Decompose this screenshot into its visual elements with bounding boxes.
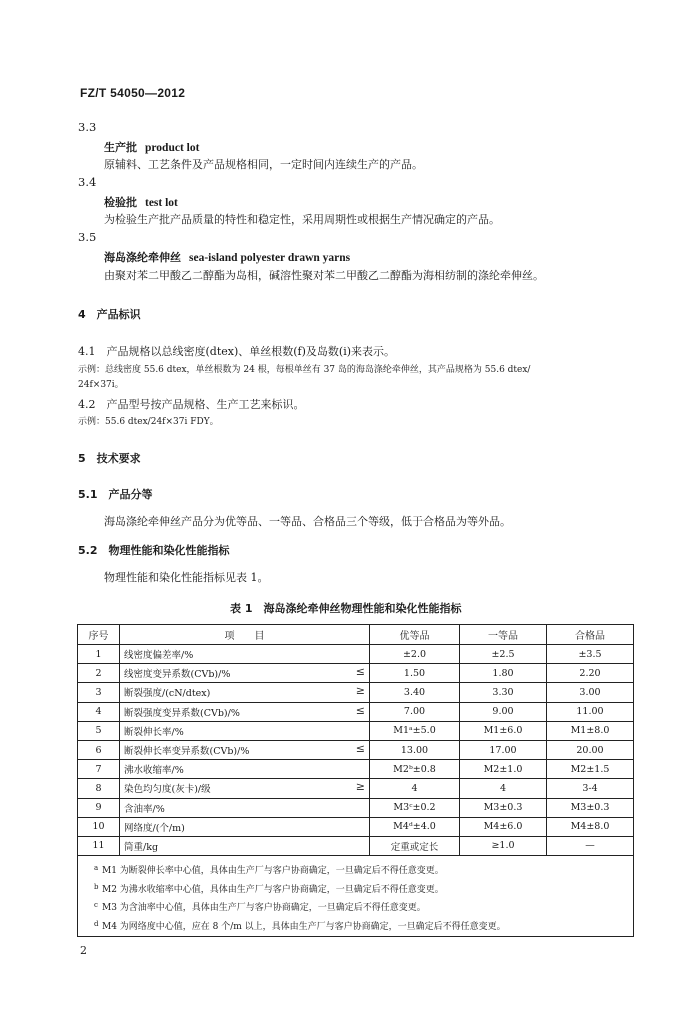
comparison-operator: ≥ [355, 684, 365, 698]
table-row [78, 664, 634, 683]
table-row [78, 702, 634, 721]
page-number: 2 [80, 944, 87, 957]
row-item [120, 702, 370, 721]
footnote-mark: a [94, 864, 99, 873]
comparison-operator: ≥ [355, 780, 365, 794]
row-number: 5 [78, 721, 120, 740]
item-label: 线密度变异系数(CVb)/% [124, 669, 231, 681]
clause-text: 4.2 产品型号按产品规格、生产工艺来标识。 [78, 398, 305, 411]
row-number: 4 [78, 702, 120, 721]
value-premium: M2ᵇ±0.8 [370, 760, 460, 779]
clause-text: 海岛涤纶牵伸丝产品分为优等品、一等品、合格品三个等级，低于合格品为等外品。 [104, 515, 511, 528]
value-first-grade: 17.00 [460, 740, 547, 759]
row-item [120, 779, 370, 798]
row-number: 3 [78, 683, 120, 702]
value-first-grade: 9.00 [460, 702, 547, 721]
row-number: 1 [78, 645, 120, 664]
row-item [120, 740, 370, 759]
header-no: 序号 [78, 625, 120, 645]
row-item [120, 798, 370, 817]
value-first-grade: ±2.5 [460, 645, 547, 664]
standard-code: FZ/T 54050—2012 [80, 86, 186, 100]
row-item [120, 760, 370, 779]
term-heading [104, 249, 350, 265]
table-caption: 表 1 海岛涤纶牵伸丝物理性能和染化性能指标 [230, 602, 462, 615]
term-heading [104, 139, 199, 155]
footnote-text: M2 为沸水收缩率中心值，具体由生产厂与客户协商确定，一旦确定后不得任意变更。 [102, 884, 444, 895]
value-first-grade: M3±0.3 [460, 798, 547, 817]
table-row [78, 740, 634, 759]
item-label: 网络度/(个/m) [124, 822, 185, 834]
table-footnote [82, 918, 629, 937]
value-qualified: M1±8.0 [547, 721, 634, 740]
value-first-grade: M1±6.0 [460, 721, 547, 740]
footnote-mark: d [94, 919, 99, 928]
term-en: test lot [145, 197, 178, 209]
item-label: 沸水收缩率/% [124, 765, 184, 777]
clause-text: 4.1 产品规格以总线密度(dtex)、单丝根数(f)及岛数(i)来表示。 [78, 345, 396, 358]
value-premium: 13.00 [370, 740, 460, 759]
row-number: 6 [78, 740, 120, 759]
value-premium: ±2.0 [370, 645, 460, 664]
clause-number: 3.3 [78, 120, 97, 134]
table-row [78, 836, 634, 855]
row-item [120, 664, 370, 683]
value-first-grade: M4±6.0 [460, 817, 547, 836]
header-premium: 优等品 [370, 625, 460, 645]
properties-table [77, 624, 634, 937]
table-footnote [82, 899, 629, 918]
item-label: 含油率/% [124, 803, 165, 815]
clause-number: 3.5 [78, 230, 97, 244]
table-row [78, 760, 634, 779]
term-cn: 生产批 [104, 141, 137, 154]
item-label: 断裂伸长率变异系数(CVb)/% [124, 746, 250, 758]
comparison-operator: ≤ [355, 742, 365, 756]
table-footnote [82, 881, 629, 900]
comparison-operator: ≤ [355, 665, 365, 679]
value-first-grade: 1.80 [460, 664, 547, 683]
value-premium: M1ᵃ±5.0 [370, 721, 460, 740]
table-row [78, 645, 634, 664]
row-number: 8 [78, 779, 120, 798]
term-cn: 海岛涤纶牵伸丝 [104, 251, 181, 264]
value-first-grade: 3.30 [460, 683, 547, 702]
table-footnote [82, 862, 629, 881]
footnote-text: M1 为断裂伸长率中心值，具体由生产厂与客户协商确定，一旦确定后不得任意变更。 [102, 866, 444, 877]
row-item [120, 645, 370, 664]
header-first-grade: 一等品 [460, 625, 547, 645]
subsection-heading: 5.1 产品分等 [78, 488, 153, 501]
row-item [120, 817, 370, 836]
row-item [120, 836, 370, 855]
footnote-text: M4 为网络度中心值，应在 8 个/m 以上，具体由生产厂与客户协商确定，一旦确定后不得任意变更。 [102, 921, 506, 932]
value-qualified: 2.20 [547, 664, 634, 683]
value-premium: 1.50 [370, 664, 460, 683]
value-premium: M4ᵈ±4.0 [370, 817, 460, 836]
notes-row [78, 856, 634, 937]
header-item: 项 目 [120, 625, 370, 645]
value-premium: M3ᶜ±0.2 [370, 798, 460, 817]
value-qualified: 11.00 [547, 702, 634, 721]
term-definition: 由聚对苯二甲酸乙二醇酯为岛相，碱溶性聚对苯二甲酸乙二醇酯为海相纺制的涤纶牵伸丝。 [104, 269, 544, 282]
table-row [78, 721, 634, 740]
table-header-row [78, 625, 634, 645]
row-number: 9 [78, 798, 120, 817]
item-label: 筒重/kg [124, 841, 159, 853]
value-premium: 7.00 [370, 702, 460, 721]
example-text: 示例：总线密度 55.6 dtex，单丝根数为 24 根，每根单丝有 37 岛的海岛涤纶牵伸丝，其产品规格为 55.6 dtex/ [78, 365, 531, 375]
row-number: 10 [78, 817, 120, 836]
item-label: 断裂强度变异系数(CVb)/% [124, 707, 240, 719]
table-row [78, 817, 634, 836]
value-first-grade: M2±1.0 [460, 760, 547, 779]
footnote-mark: b [94, 882, 99, 891]
row-item [120, 721, 370, 740]
example-text: 24f×37i。 [78, 380, 124, 390]
term-definition: 为检验生产批产品质量的特性和稳定性，采用周期性或根据生产情况确定的产品。 [104, 213, 500, 226]
footnote-text: M3 为含油率中心值，具体由生产厂与客户协商确定，一旦确定后不得任意变更。 [102, 903, 426, 914]
value-qualified: M2±1.5 [547, 760, 634, 779]
example-text: 示例：55.6 dtex/24f×37i FDY。 [78, 417, 219, 427]
term-en: sea-island polyester drawn yarns [189, 252, 351, 264]
value-qualified: ±3.5 [547, 645, 634, 664]
value-qualified: 3-4 [547, 779, 634, 798]
term-cn: 检验批 [104, 196, 137, 209]
footnote-mark: c [94, 901, 98, 910]
clause-number: 3.4 [78, 175, 97, 189]
row-number: 2 [78, 664, 120, 683]
header-qualified: 合格品 [547, 625, 634, 645]
value-premium: 定重或定长 [370, 836, 460, 855]
clause-text: 物理性能和染化性能指标见表 1。 [104, 571, 269, 584]
value-qualified: M4±8.0 [547, 817, 634, 836]
item-label: 染色均匀度(灰卡)/级 [124, 784, 211, 796]
row-number: 7 [78, 760, 120, 779]
term-heading [104, 194, 178, 210]
term-en: product lot [145, 142, 200, 154]
value-qualified: 3.00 [547, 683, 634, 702]
value-first-grade: ≥1.0 [460, 836, 547, 855]
item-label: 线密度偏差率/% [124, 650, 194, 662]
section-heading: 4 产品标识 [78, 308, 141, 321]
table-row [78, 779, 634, 798]
value-qualified: M3±0.3 [547, 798, 634, 817]
subsection-heading: 5.2 物理性能和染化性能指标 [78, 544, 230, 557]
item-label: 断裂强度/(cN/dtex) [124, 688, 211, 700]
value-premium: 3.40 [370, 683, 460, 702]
table-notes [78, 856, 634, 937]
value-premium: 4 [370, 779, 460, 798]
term-definition: 原辅料、工艺条件及产品规格相同，一定时间内连续生产的产品。 [104, 158, 423, 171]
item-label: 断裂伸长率/% [124, 726, 184, 738]
table-row [78, 683, 634, 702]
section-heading: 5 技术要求 [78, 452, 141, 465]
row-item [120, 683, 370, 702]
value-qualified: — [547, 836, 634, 855]
value-qualified: 20.00 [547, 740, 634, 759]
value-first-grade: 4 [460, 779, 547, 798]
comparison-operator: ≤ [355, 703, 365, 717]
table-row [78, 798, 634, 817]
row-number: 11 [78, 836, 120, 855]
